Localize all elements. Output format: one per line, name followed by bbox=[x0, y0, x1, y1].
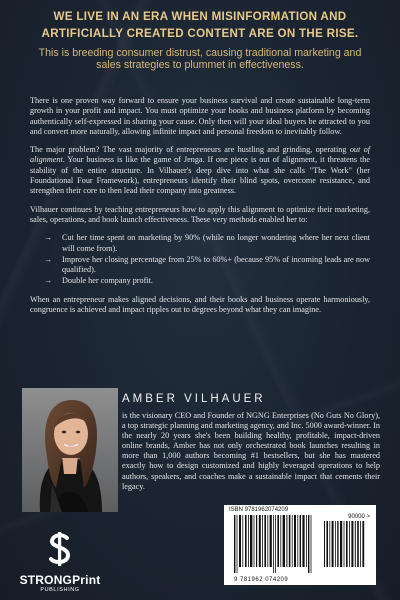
paragraph-3: Vilhauer continues by teaching entrepreneurs how to apply this alignment to optimize their marketing, sales, operations, and book launch effectiveness. These very methods enabled her to: bbox=[30, 204, 370, 224]
publisher-sub: PUBLISHING bbox=[40, 587, 80, 593]
isbn-label: ISBN 9781962074209 bbox=[229, 507, 289, 513]
list-item bbox=[44, 276, 370, 286]
price-code: 90000 > bbox=[348, 514, 370, 520]
cover-subhead: This is breeding consumer distrust, causing traditional marketing and sales strategies to plummet in effectiveness. bbox=[38, 47, 362, 71]
paragraph-2-emphasis: out of alignment bbox=[30, 145, 370, 165]
paragraph-4: When an entrepreneur makes aligned decisions, and their books and business operate harmoniously, congruence is achieved and impact ripples out to degrees beyond what they can imagine. bbox=[30, 294, 370, 315]
publisher-name: STRONGPrint bbox=[19, 573, 101, 587]
list-item-text: Improve her closing percentage from 25% to 60%+ (because 95% of incoming leads are now qualified). bbox=[62, 254, 370, 275]
cover-headline: WE LIVE IN AN ERA WHEN MISINFORMATION AND ARTIFICIALLY CREATED CONTENT ARE ON THE RISE. bbox=[41, 10, 359, 40]
paragraph-1: There is one proven way forward to ensure your business survival and create sustainable long-term growth in your profit and impact. You must optimize your books and business platform by becoming authentically self-expressed in sharing your cause. Only then will your ideal buyers be attracted to you and convert more naturally, allowing infinite impact and personal freedom to inevitably follow. bbox=[30, 96, 370, 136]
barcode-number: 9 781962 074209 bbox=[234, 577, 289, 583]
barcode-bars bbox=[224, 505, 376, 585]
arrow-icon: → bbox=[44, 254, 53, 264]
author-photo bbox=[22, 388, 118, 512]
list-item bbox=[44, 255, 370, 276]
list-item-text: Double her company profit. bbox=[62, 276, 153, 286]
arrow-icon: → bbox=[44, 233, 53, 243]
paragraph-2-text-a: The major problem? The vast majority of entrepreneurs are hustling and grinding, operating bbox=[30, 145, 350, 155]
author-name: AMBER VILHAUER bbox=[122, 393, 266, 405]
publisher-logo bbox=[10, 532, 110, 593]
author-bio: is the visionary CEO and Founder of NGNG Enterprises (No Guts No Glory), a top strategic planning and marketing agency, and Inc. 5000 award-winner. In the nearly 20 years she's been building healthy, profitable, impact-driven online brands, Amber has not only orchestrated book launches resulting in more than 1,000 authors becoming #1 bestsellers, but she has mastered exactly how to design customized and highly leveraged operations to help authors, speakers, and coaches make a sustainable impact that cements their legacy. bbox=[122, 411, 380, 491]
paragraph-2 bbox=[30, 145, 370, 196]
results-list bbox=[30, 233, 370, 286]
arrow-icon: → bbox=[44, 276, 53, 286]
list-item-text: Cut her time spent on marketing by 90% (while no longer wondering where her next client will come from). bbox=[62, 233, 370, 253]
strongprint-s-icon bbox=[45, 532, 75, 566]
back-cover-copy bbox=[30, 96, 370, 323]
barcode bbox=[224, 505, 376, 585]
list-item bbox=[44, 233, 370, 254]
paragraph-2-text-b: . Your business is like the game of Jenga. If one piece is out of alignment, it threatens the stability of the entire structure. In Vilhauer's deep dive into what she calls "The Work" (her Foundational Four Framework), entrepreneurs identify their blind spots, overcome resistance, and strengthen their core to then lead their company into greatness. bbox=[30, 155, 370, 196]
